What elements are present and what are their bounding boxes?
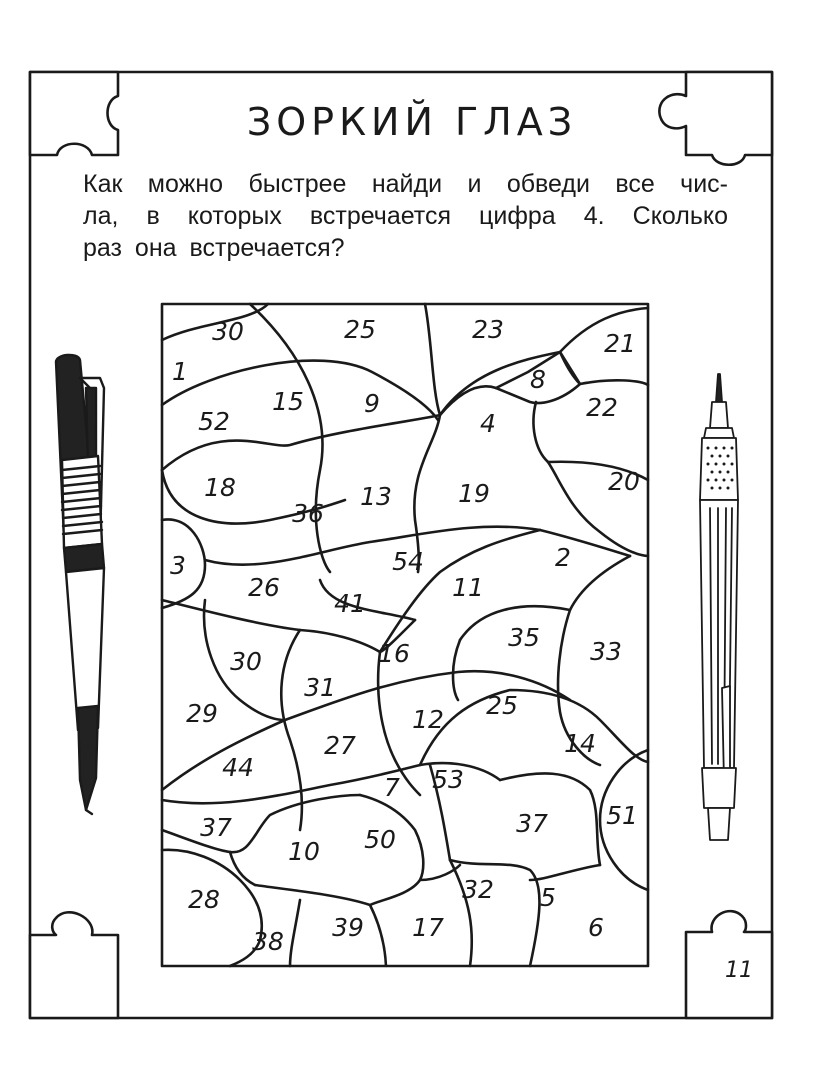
puzzle-number: 38 [252,927,284,956]
puzzle-number: 50 [364,825,396,854]
puzzle-number: 21 [604,329,636,358]
puzzle-number: 10 [288,837,320,866]
puzzle-number: 27 [324,731,356,760]
ballpoint-pen-icon [40,348,120,828]
puzzle-number: 5 [540,883,556,912]
puzzle-number: 3 [170,551,186,580]
puzzle-number: 18 [204,473,236,502]
puzzle-number: 37 [200,813,232,842]
puzzle-number: 35 [508,623,540,652]
puzzle-number: 25 [344,315,376,344]
task-instructions [83,168,728,264]
puzzle-number: 11 [452,573,484,602]
puzzle-number: 44 [222,753,254,782]
puzzle-number: 51 [606,801,638,830]
puzzle-number: 30 [230,647,262,676]
puzzle-number: 14 [564,729,596,758]
page-title: ЗОРКИЙ ГЛАЗ [246,100,578,144]
puzzle-number: 28 [188,885,220,914]
puzzle-number: 53 [432,765,464,794]
puzzle-number: 16 [378,639,410,668]
puzzle-number: 15 [272,387,304,416]
page-number: 11 [725,958,753,983]
puzzle-corner-bottom-left-icon [30,912,118,1018]
puzzle-number: 7 [384,773,400,802]
puzzle-number: 39 [332,913,364,942]
puzzle-number: 25 [486,691,518,720]
puzzle-number: 31 [304,673,336,702]
mechanical-pencil-icon [672,368,752,858]
puzzle-number: 22 [586,393,618,422]
instruction-line-3: раз она встречается? [83,234,345,262]
puzzle-number: 2 [555,543,571,572]
puzzle-number: 13 [360,482,392,511]
puzzle-number: 4 [480,409,496,438]
puzzle-number: 54 [392,547,424,576]
puzzle-number: 33 [590,637,622,666]
puzzle-number: 41 [334,589,366,618]
number-puzzle [160,302,650,970]
puzzle-number: 6 [588,913,604,942]
puzzle-number: 26 [248,573,280,602]
puzzle-number: 8 [530,365,546,394]
puzzle-number: 20 [608,467,640,496]
instruction-line-2: ла, в которых встречается цифра 4. Сколько [83,202,728,230]
puzzle-number: 37 [516,809,548,838]
puzzle-number: 23 [472,315,504,344]
puzzle-number: 29 [186,699,218,728]
puzzle-number: 36 [292,499,324,528]
puzzle-number: 19 [458,479,490,508]
puzzle-number: 9 [364,389,380,418]
puzzle-number: 32 [462,875,494,904]
instruction-line-1: Как можно быстрее найди и обведи все чис- [83,170,728,198]
puzzle-number: 1 [172,357,188,386]
puzzle-number: 52 [198,407,230,436]
puzzle-number: 30 [212,317,244,346]
puzzle-number: 12 [412,705,444,734]
puzzle-number: 17 [412,913,444,942]
